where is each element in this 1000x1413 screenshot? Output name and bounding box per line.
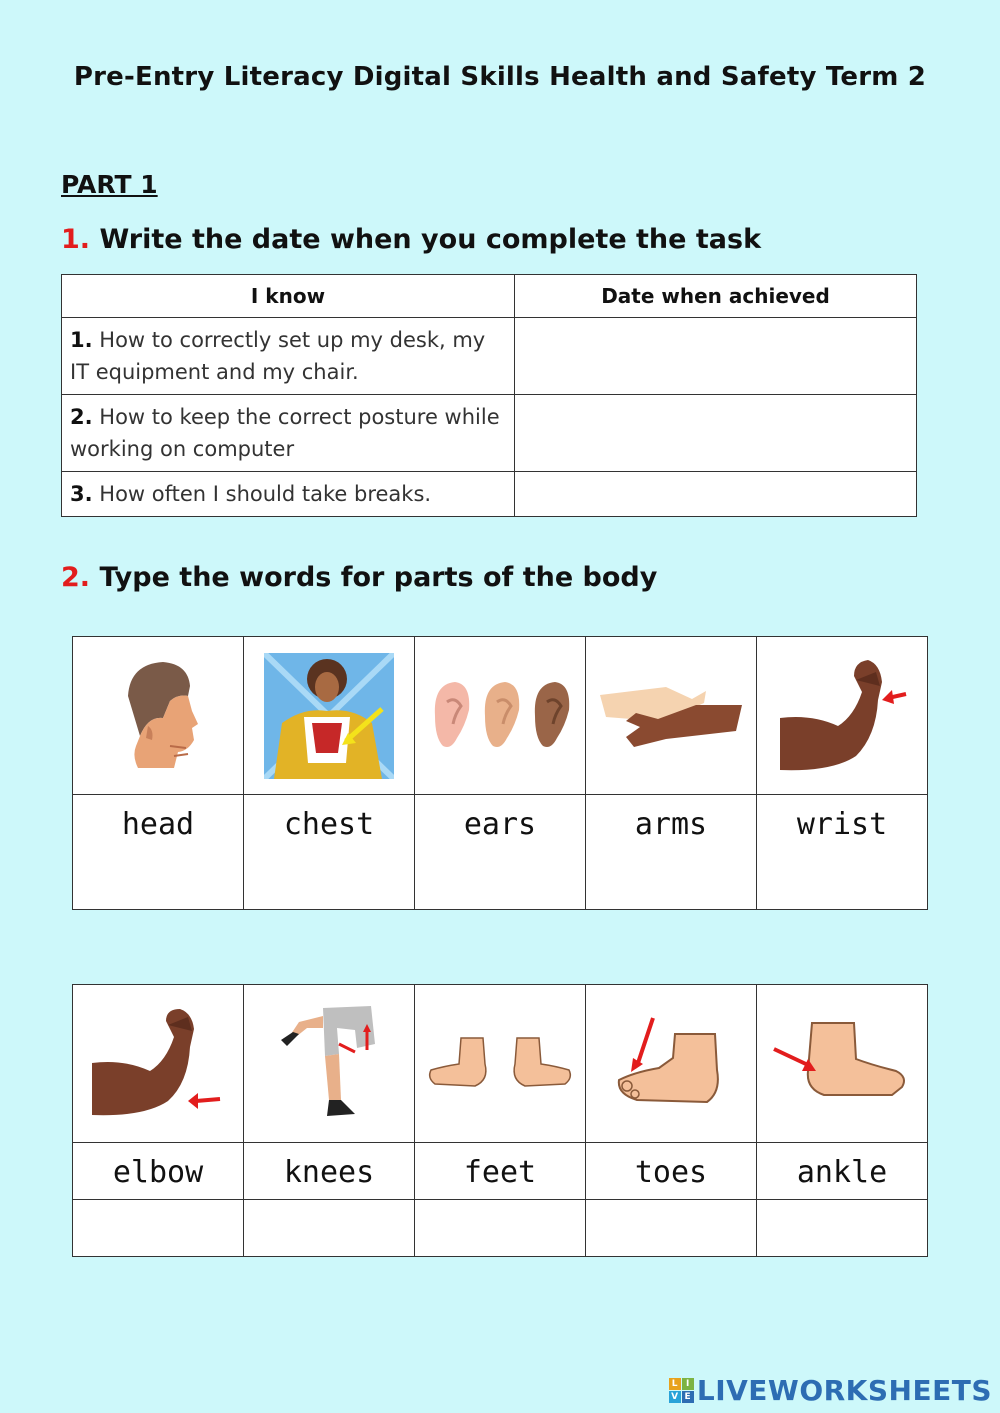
- date-cell: [515, 318, 917, 395]
- answer-input-knees[interactable]: [244, 1199, 418, 1257]
- answer-cell: [415, 1200, 586, 1257]
- body-parts-grid-2: [72, 984, 928, 1257]
- answer-cell: [73, 1200, 244, 1257]
- question-1-number: 1.: [61, 224, 91, 255]
- answer-input-toes[interactable]: [586, 1199, 760, 1257]
- picture-cell: [73, 985, 244, 1143]
- picture-cell: [244, 985, 415, 1143]
- know-item-text: How to keep the correct posture while working on computer: [70, 405, 500, 461]
- know-item: [62, 472, 515, 517]
- know-item-number: 3.: [70, 482, 93, 506]
- word-cell: chest: [244, 795, 415, 910]
- word-cell: head: [73, 795, 244, 910]
- ankle-icon: [772, 1019, 912, 1109]
- know-table: [61, 274, 917, 517]
- picture-cell: [73, 637, 244, 795]
- feet-icon: [425, 1034, 575, 1094]
- word-cell: ankle: [757, 1143, 928, 1200]
- know-item-text: How to correctly set up my desk, my IT equipment and my chair.: [70, 328, 486, 384]
- question-1-text: Write the date when you complete the task: [99, 224, 762, 255]
- picture-cell: [415, 637, 586, 795]
- logo-text: LIVEWORKSHEETS: [696, 1374, 992, 1407]
- know-item-text: How often I should take breaks.: [99, 482, 432, 506]
- word-cell: arms: [586, 795, 757, 910]
- date-input[interactable]: [515, 395, 916, 471]
- page-title: Pre-Entry Literacy Digital Skills Health and Safety Term 2: [73, 62, 927, 92]
- arms-icon: [596, 681, 746, 751]
- date-cell: [515, 395, 917, 472]
- word-cell: elbow: [73, 1143, 244, 1200]
- date-input[interactable]: [515, 318, 916, 394]
- answer-input-feet[interactable]: [415, 1199, 589, 1257]
- elbow-icon: [88, 1009, 228, 1119]
- toes-icon: [611, 1014, 731, 1114]
- knees-icon: [279, 1004, 379, 1124]
- part-heading: PART 1: [61, 170, 158, 199]
- date-header: Date when achieved: [515, 275, 917, 318]
- picture-cell: [244, 637, 415, 795]
- logo-badge-icon: L I V E: [669, 1378, 694, 1403]
- word-cell: knees: [244, 1143, 415, 1200]
- know-item-number: 1.: [70, 328, 93, 352]
- know-item-number: 2.: [70, 405, 93, 429]
- date-cell: [515, 472, 917, 517]
- picture-cell: [757, 985, 928, 1143]
- answer-cell: [244, 1200, 415, 1257]
- picture-cell: [586, 985, 757, 1143]
- answer-input-ankle[interactable]: [757, 1199, 931, 1257]
- word-cell: feet: [415, 1143, 586, 1200]
- picture-cell: [586, 637, 757, 795]
- ears-icon: [425, 676, 575, 756]
- body-parts-grid-1: [72, 636, 928, 910]
- know-item: [62, 318, 515, 395]
- question-2-number: 2.: [61, 562, 91, 593]
- answer-input-elbow[interactable]: [73, 1199, 247, 1257]
- answer-cell: [586, 1200, 757, 1257]
- question-2-heading: [61, 562, 657, 593]
- picture-cell: [415, 985, 586, 1143]
- know-header: I know: [62, 275, 515, 318]
- word-cell: ears: [415, 795, 586, 910]
- head-icon: [108, 656, 208, 776]
- wrist-icon: [772, 656, 912, 776]
- liveworksheets-logo[interactable]: [669, 1374, 992, 1407]
- word-cell: wrist: [757, 795, 928, 910]
- question-1-heading: [61, 224, 761, 255]
- word-cell: toes: [586, 1143, 757, 1200]
- answer-cell: [757, 1200, 928, 1257]
- question-2-text: Type the words for parts of the body: [99, 562, 658, 593]
- chest-icon: [264, 653, 394, 779]
- date-input[interactable]: [515, 473, 916, 515]
- know-item: [62, 395, 515, 472]
- picture-cell: [757, 637, 928, 795]
